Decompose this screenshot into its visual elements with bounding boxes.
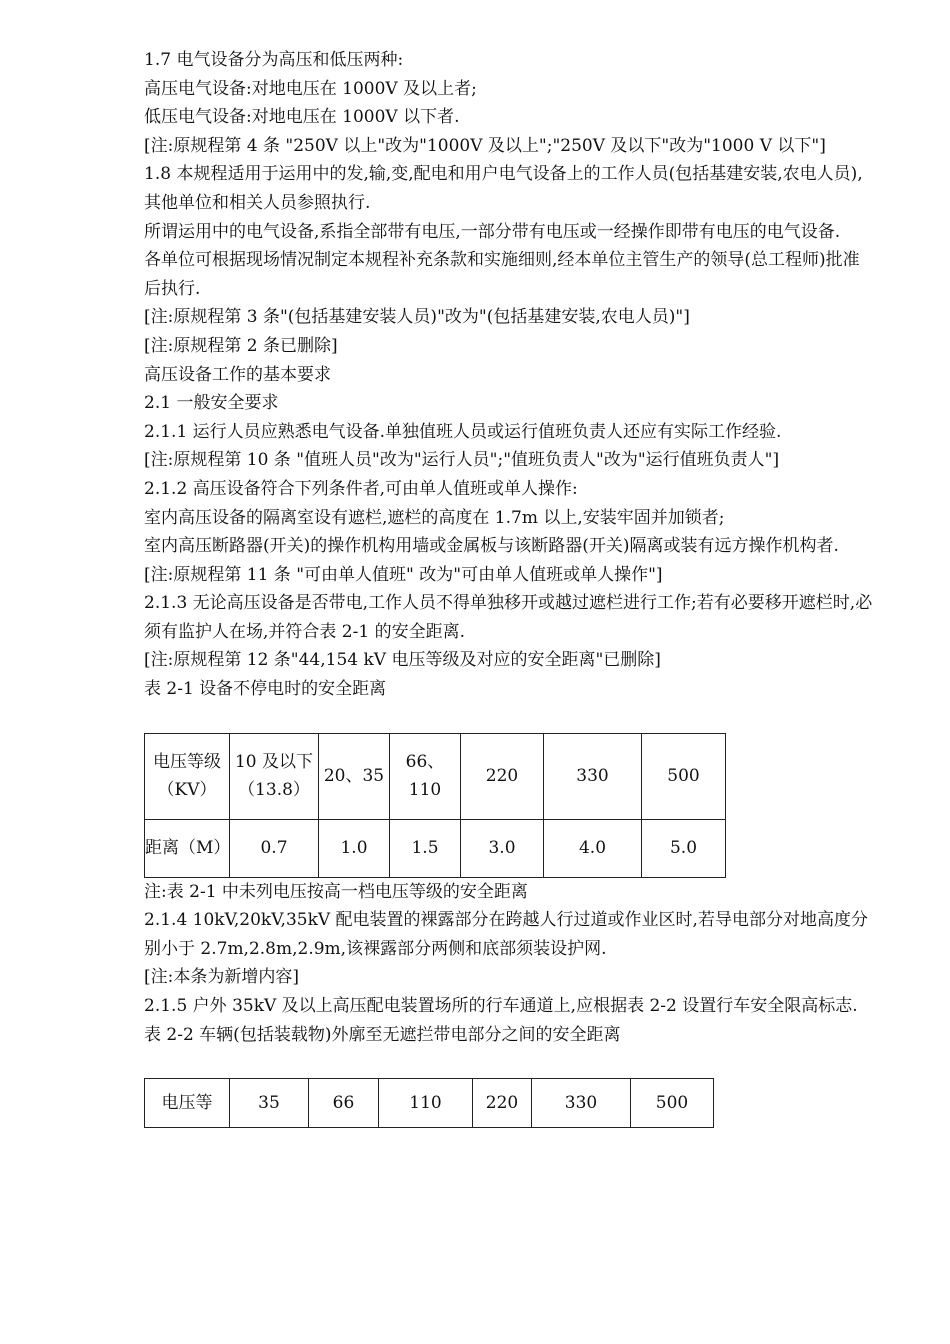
text-block-b <box>144 878 874 1050</box>
paragraph: 高压设备工作的基本要求 <box>144 364 331 385</box>
table-cell: 10 及以下（13.8） <box>230 733 319 819</box>
table-cell: 220 <box>461 733 544 819</box>
paragraph: 1.7 电气设备分为高压和低压两种: <box>144 50 404 70</box>
paragraph: 1.8 本规程适用于运用中的发,输,变,配电和用户电气设备上的工作人员(包括基建安装,农电人员),其他单位和相关人员参照执行. <box>144 164 863 213</box>
table-cell: 电压等 <box>145 1079 230 1128</box>
text-block-a <box>144 46 874 704</box>
table-cell: 500 <box>642 733 726 819</box>
table-cell: 20、35 <box>319 733 390 819</box>
table-cell: 距离（M） <box>145 819 230 877</box>
table-row <box>145 733 726 819</box>
paragraph: [注:原规程第 11 条 "可由单人值班" 改为"可由单人值班或单人操作"] <box>144 564 663 585</box>
paragraph: 表 2-2 车辆(包括装载物)外廓至无遮拦带电部分之间的安全距离 <box>144 1024 621 1045</box>
table-cell: 1.0 <box>319 819 390 877</box>
paragraph: 低压电气设备:对地电压在 1000V 以下者. <box>144 107 460 128</box>
paragraph: 2.1.1 运行人员应熟悉电气设备.单独值班人员或运行值班负责人还应有实际工作经验. <box>144 421 782 442</box>
paragraph: [注:原规程第 2 条已删除] <box>144 335 338 356</box>
table-cell: 0.7 <box>230 819 319 877</box>
table-cell: 1.5 <box>390 819 461 877</box>
paragraph: [注:原规程第 4 条 "250V 以上"改为"1000V 及以上";"250V 及以下"改为"1000 V 以下"] <box>144 135 826 156</box>
table-cell: 3.0 <box>461 819 544 877</box>
table-cell: 4.0 <box>544 819 642 877</box>
table-cell: 220 <box>473 1079 532 1128</box>
paragraph: 室内高压断路器(开关)的操作机构用墙或金属板与该断路器(开关)隔离或装有远方操作机构者. <box>144 536 839 557</box>
table-cell: 330 <box>544 733 642 819</box>
paragraph: 所谓运用中的电气设备,系指全部带有电压,一部分带有电压或一经操作即带有电压的电气设备. <box>144 221 841 242</box>
document-body <box>144 46 874 1128</box>
table-cell: 35 <box>230 1079 309 1128</box>
table-cell: 330 <box>532 1079 631 1128</box>
safety-distance-table-2-2 <box>144 1078 714 1128</box>
paragraph: 表 2-1 设备不停电时的安全距离 <box>144 679 387 700</box>
paragraph: [注:原规程第 10 条 "值班人员"改为"运行人员";"值班负责人"改为"运行值班负责人"] <box>144 450 780 471</box>
paragraph: [注:原规程第 3 条"(包括基建安装人员)"改为"(包括基建安装,农电人员)"] <box>144 307 690 328</box>
paragraph: 2.1.4 10kV,20kV,35kV 配电装置的裸露部分在跨越人行过道或作业区时,若导电部分对地高度分别小于 2.7m,2.8m,2.9m,该裸露部分两侧和底部须装设护网. <box>144 910 868 959</box>
paragraph: 2.1.5 户外 35kV 及以上高压配电装置场所的行车通道上,应根据表 2-2 设置行车安全限高标志. <box>144 996 858 1017</box>
table-cell: 电压等级（KV） <box>145 733 230 819</box>
paragraph: 各单位可根据现场情况制定本规程补充条款和实施细则,经本单位主管生产的领导(总工程师)批准后执行. <box>144 250 860 299</box>
paragraph: 高压电气设备:对地电压在 1000V 及以上者; <box>144 78 477 99</box>
paragraph: 注:表 2-1 中未列电压按高一档电压等级的安全距离 <box>144 881 528 902</box>
table-row <box>145 819 726 877</box>
paragraph: [注:原规程第 12 条"44,154 kV 电压等级及对应的安全距离"已删除] <box>144 650 661 671</box>
table-cell: 5.0 <box>642 819 726 877</box>
table-row <box>145 1079 714 1128</box>
paragraph: [注:本条为新增内容] <box>144 967 299 988</box>
paragraph: 2.1.2 高压设备符合下列条件者,可由单人值班或单人操作: <box>144 478 578 499</box>
paragraph: 2.1 一般安全要求 <box>144 393 279 414</box>
table-cell: 66 <box>309 1079 379 1128</box>
table-cell: 500 <box>631 1079 714 1128</box>
paragraph: 2.1.3 无论高压设备是否带电,工作人员不得单独移开或越过遮栏进行工作;若有必要移开遮栏时,必须有监护人在场,并符合表 2-1 的安全距离. <box>144 593 873 642</box>
table-cell: 66、110 <box>390 733 461 819</box>
table-cell: 110 <box>379 1079 473 1128</box>
paragraph: 室内高压设备的隔离室设有遮栏,遮栏的高度在 1.7m 以上,安装牢固并加锁者; <box>144 507 725 528</box>
safety-distance-table-2-1 <box>144 733 726 878</box>
